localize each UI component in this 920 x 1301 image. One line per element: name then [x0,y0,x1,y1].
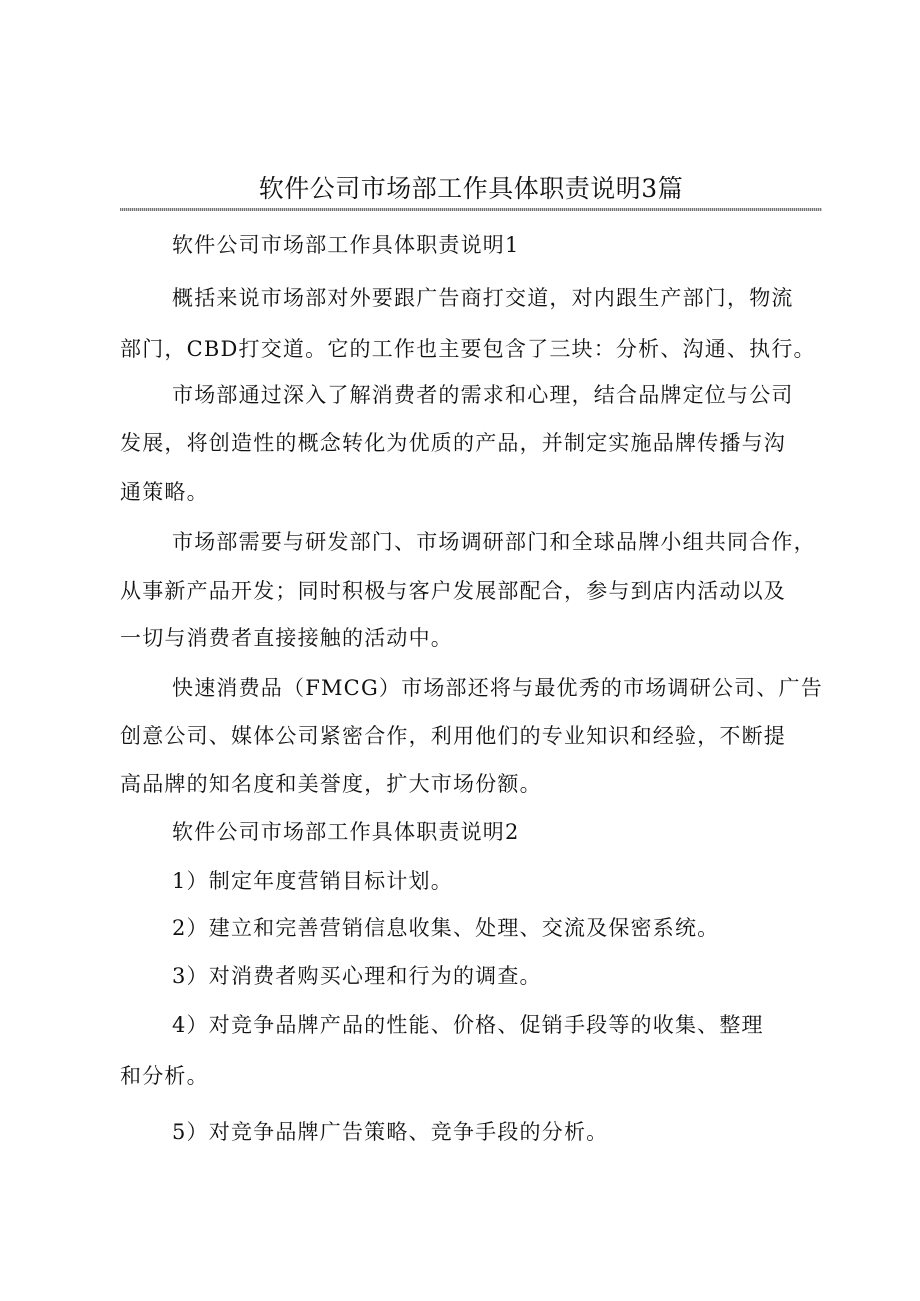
list-item-1: 1）制定年度营销目标计划。 [172,869,453,893]
paragraph-3-line-2: 从事新产品开发；同时积极与客户发展部配合，参与到店内活动以及 [120,579,786,603]
paragraph-1-line-1: 概括来说市场部对外要跟广告商打交道，对内跟生产部门，物流 [172,286,794,310]
list-item-4-line-2: 和分析。 [120,1064,209,1088]
list-item-3: 3）对消费者购买心理和行为的调查。 [172,964,542,988]
paragraph-2-line-1: 市场部通过深入了解消费者的需求和心理，结合品牌定位与公司 [172,383,794,407]
paragraph-4-line-3: 高品牌的知名度和美誉度，扩大市场份额。 [120,772,542,796]
paragraph-2-line-3: 通策略。 [120,480,209,504]
title-underline [120,208,822,211]
list-item-2: 2）建立和完善营销信息收集、处理、交流及保密系统。 [172,916,720,940]
paragraph-3-line-3: 一切与消费者直接接触的活动中。 [120,626,453,650]
section-heading-2: 软件公司市场部工作具体职责说明2 [172,820,520,844]
paragraph-3-line-1: 市场部需要与研发部门、市场调研部门和全球品牌小组共同合作， [172,530,816,554]
section-heading-1: 软件公司市场部工作具体职责说明1 [172,233,520,257]
list-item-4-line-1: 4）对竞争品牌产品的性能、价格、促销手段等的收集、整理 [172,1013,764,1037]
paragraph-1-line-2: 部门，CBD打交道。它的工作也主要包含了三块：分析、沟通、执行。 [120,337,816,361]
paragraph-2-line-2: 发展，将创造性的概念转化为优质的产品，并制定实施品牌传播与沟 [120,431,786,455]
document-title: 软件公司市场部工作具体职责说明3篇 [258,174,684,203]
paragraph-4-line-2: 创意公司、媒体公司紧密合作，利用他们的专业知识和经验，不断提 [120,724,786,748]
list-item-5: 5）对竞争品牌广告策略、竞争手段的分析。 [172,1120,609,1144]
paragraph-4-line-1: 快速消费品（FMCG）市场部还将与最优秀的市场调研公司、广告 [172,676,823,700]
